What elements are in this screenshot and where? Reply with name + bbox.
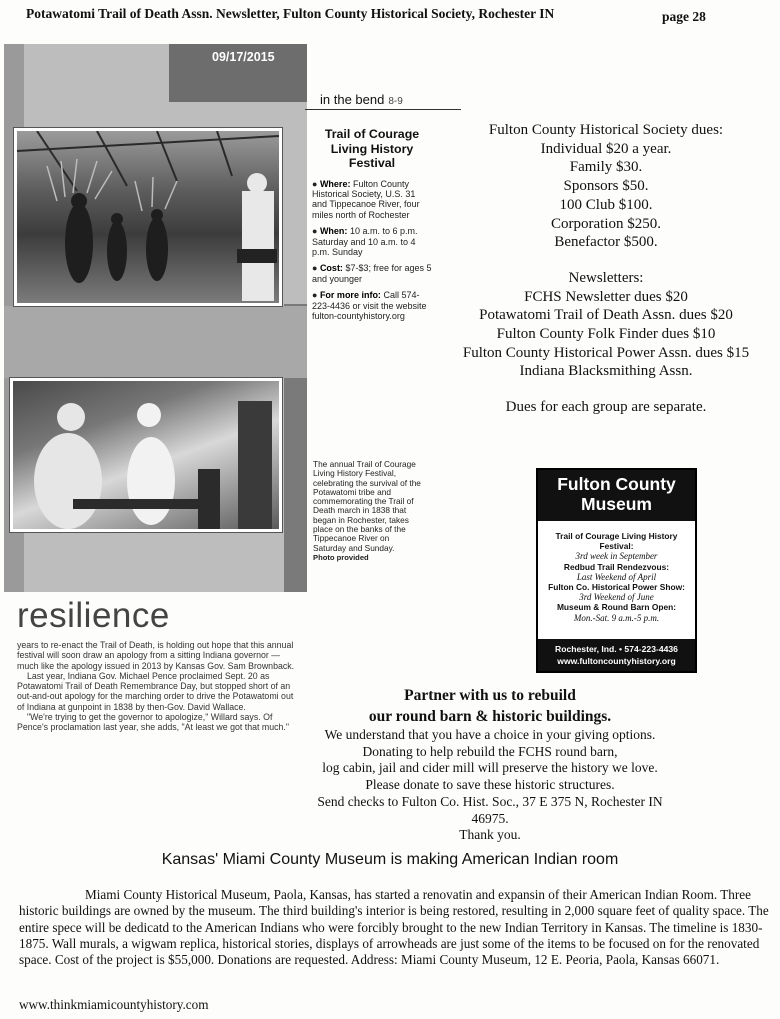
- when-label: When:: [319, 226, 348, 237]
- clipping-section: [320, 92, 403, 107]
- elders-illustration: [13, 381, 279, 529]
- festival-cost: ● Cost: $7-$3; free for ages 5 and younger: [312, 263, 432, 284]
- museum-events: [538, 521, 695, 623]
- dancers-illustration: [17, 131, 279, 303]
- festival-info: [312, 127, 432, 327]
- section-name: in the bend: [320, 92, 385, 107]
- newsletter-line: FCHS Newsletter dues $20: [524, 288, 688, 305]
- article-paragraph: "We're trying to get the governor to apologize," Willard says. Of Pence's proclamation last year, she adds, "At least we got that much.": [17, 712, 289, 733]
- festival-title: Trail of Courage Living History Festival: [324, 127, 420, 170]
- museum-title-line: Museum: [581, 494, 652, 514]
- newsletter-line: Fulton County Folk Finder dues $10: [496, 326, 716, 343]
- festival-when: ● When: 10 a.m. to 6 p.m. Saturday and 10 a.m. to 4 p.m. Sunday: [312, 226, 418, 257]
- clipping-date: 09/17/2015: [212, 50, 275, 64]
- info-text: Call 574-223-4436 or visit the website fulton-countyhistory.org: [312, 290, 427, 321]
- dues-line: Fulton County Historical Society dues:: [488, 122, 724, 138]
- caption-text: The annual Trail of Courage Living History Festival, celebrating the survival of the Potawatomi tribe and commemorating the Trail of Death march in 1838 that began in Rochester, takes place on the banks of the Tippecanoe River on Saturday and Sunday.: [313, 459, 421, 553]
- dues-line: Benefactor $500.: [554, 234, 658, 251]
- article-paragraph: years to re-enact the Trail of Death, is holding out hope that this annual festival will soon draw an apology from a sitting Indiana governor — much like the apology issued in 2013 by Kansas Gov. Sam Brownback.: [17, 640, 295, 671]
- dues-line: Corporation $250.: [551, 215, 661, 232]
- when-text: 10 a.m. to 6 p.m. Saturday and 10 a.m. to 4 p.m. Sunday: [312, 226, 418, 257]
- section-page: 8-9: [388, 96, 403, 107]
- kansas-url[interactable]: www.thinkmiamicountyhistory.com: [19, 997, 209, 1012]
- event-date: 3rd week in September: [575, 551, 658, 562]
- kansas-body: Miami County Historical Museum, Paola, Kansas, has started a renovatin and expansin of their American Indian Room. Three historic buildings are owned by the museum. The third building's interior is being restored, resulting in 2,000 square feet of quality space. The entire spece will be dedicatd to the American Indians who were forcibly brought to the new Indian Territory in Kansas. The timeline is 1830-1875. Wall murals, a wigwam replica, historical stories, displays of arrowheads are just some of the items to be focused on for the renovated space. Cost of the project is $55,000. Donations are requested. Address: Miami County Museum, 12 E. Peoria, Paola, Kansas 66071.: [19, 887, 769, 968]
- festival-where: ● Where: Fulton County Historical Society, U.S. 31 and Tippecanoe River, four miles north of Rochester: [312, 178, 420, 220]
- partner-line: log cabin, jail and cider mill will preserve the history we love.: [322, 760, 658, 776]
- page-number: page 28: [662, 9, 706, 24]
- cost-text: $7-$3; free for ages 5 and younger: [312, 263, 432, 284]
- kansas-title: Kansas' Miami County Museum is making American Indian room: [161, 851, 619, 868]
- dues-line: Family $30.: [569, 159, 643, 176]
- dues-line: 100 Club $100.: [559, 196, 653, 213]
- museum-phone: Rochester, Ind. • 574-223-4436: [555, 644, 678, 654]
- where-label: Where:: [319, 178, 351, 189]
- newsletter-line: Fulton County Historical Power Assn. dues $15: [462, 344, 750, 361]
- dues-line: Individual $20 a year.: [540, 140, 672, 157]
- partner-appeal: [300, 685, 680, 844]
- museum-title-line: Fulton County: [557, 474, 676, 494]
- partner-line: Send checks to Fulton Co. Hist. Soc., 37 E 375 N, Rochester IN 46975.: [317, 793, 663, 826]
- event-name: Fulton Co. Historical Power Show:: [548, 582, 685, 593]
- event-date: Mon.-Sat. 9 a.m.-5 p.m.: [573, 612, 660, 623]
- event-name: Trail of Courage Living History Festival:: [555, 531, 678, 552]
- museum-contact: [538, 639, 695, 671]
- partner-line: Donating to help rebuild the FCHS round barn,: [362, 743, 618, 759]
- section-rule: [305, 109, 461, 110]
- event-date: Last Weekend of April: [576, 571, 657, 582]
- photo-caption: [313, 460, 423, 562]
- dues-note: Dues for each group are separate.: [505, 399, 707, 416]
- museum-ad: [536, 468, 697, 673]
- newsletter-line: Indiana Blacksmithing Assn.: [519, 363, 693, 380]
- event-name: Redbud Trail Rendezvous:: [563, 561, 670, 572]
- dancers-photo: [14, 128, 282, 306]
- event-name: Museum & Round Barn Open:: [556, 602, 677, 613]
- photo-credit: Photo provided: [313, 552, 369, 562]
- newsletter-line: Potawatomi Trail of Death Assn. dues $20: [479, 307, 733, 324]
- partner-line: We understand that you have a choice in your giving options.: [324, 727, 656, 742]
- museum-title: [538, 470, 695, 521]
- event-date: 3rd Weekend of June: [579, 592, 654, 603]
- partner-line: Please donate to save these historic structures.: [365, 777, 615, 793]
- dues-line: Sponsors $50.: [563, 178, 649, 195]
- newsletter-line: Newsletters:: [568, 269, 644, 286]
- clipping-article: [17, 640, 301, 733]
- info-label: For more info:: [319, 290, 381, 301]
- cost-label: Cost:: [319, 263, 343, 274]
- partner-heading: Partner with us to rebuild: [404, 687, 576, 704]
- partner-line: Thank you.: [459, 827, 521, 843]
- where-text: Fulton County Historical Society, U.S. 31 and Tippecanoe River, four miles north of Rochester: [312, 178, 420, 220]
- partner-heading: our round barn & historic buildings.: [368, 708, 612, 725]
- clipping-headline: resilience: [17, 596, 170, 635]
- dues-list: [440, 121, 772, 417]
- article-paragraph: Last year, Indiana Gov. Michael Pence proclaimed Sept. 20 as Potawatomi Trail of Death Remembrance Day, but stopped short of an out-and-out apology for the marching order to drive the Potawatomi out of Indiana at gunpoint in 1838 by then-Gov. David Wallace.: [17, 670, 294, 712]
- museum-website: www.fultoncountyhistory.org: [557, 656, 676, 666]
- elders-photo: [10, 378, 282, 532]
- festival-info-contact: ● For more info: Call 574-223-4436 or visit the website fulton-countyhistory.org: [312, 290, 427, 321]
- newsletter-header: Potawatomi Trail of Death Assn. Newsletter, Fulton County Historical Society, Rochester IN: [26, 6, 555, 21]
